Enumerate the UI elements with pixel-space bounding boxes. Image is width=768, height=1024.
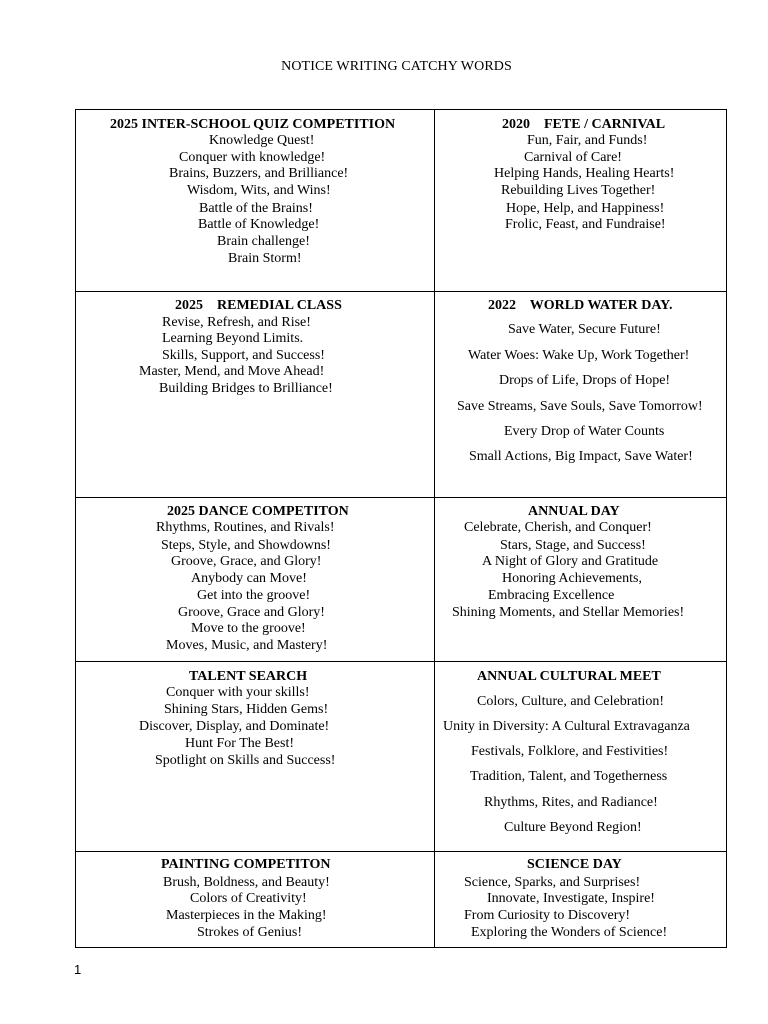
cell-line: Every Drop of Water Counts xyxy=(504,424,665,439)
cell-line: Save Streams, Save Souls, Save Tomorrow! xyxy=(457,399,703,414)
cell-line: Shining Moments, and Stellar Memories! xyxy=(452,605,685,620)
page-title: NOTICE WRITING CATCHY WORDS xyxy=(281,59,512,74)
cell-line: Spotlight on Skills and Success! xyxy=(155,753,336,768)
cell-line: Celebrate, Cherish, and Conquer! xyxy=(464,520,652,535)
cell-line: Rebuilding Lives Together! xyxy=(501,183,656,198)
cell-line: Science, Sparks, and Surprises! xyxy=(464,875,641,890)
cell-line: Conquer with knowledge! xyxy=(179,150,326,165)
cell-line: Knowledge Quest! xyxy=(209,133,315,148)
cell-line: Battle of Knowledge! xyxy=(198,217,320,232)
cell-line: Frolic, Feast, and Fundraise! xyxy=(505,217,666,232)
cell-line: Culture Beyond Region! xyxy=(504,820,642,835)
cell-line: Conquer with your skills! xyxy=(166,685,310,700)
cell-heading: 2025 REMEDIAL CLASS xyxy=(175,298,342,313)
page-number: 1 xyxy=(74,962,82,977)
cell-line: Groove, Grace and Glory! xyxy=(178,605,325,620)
cell-line: Drops of Life, Drops of Hope! xyxy=(499,373,671,388)
cell-line: Discover, Display, and Dominate! xyxy=(139,719,330,734)
cell-line: Steps, Style, and Showdowns! xyxy=(161,538,331,553)
cell-heading: 2025 DANCE COMPETITON xyxy=(167,504,349,519)
cell-line: Learning Beyond Limits. xyxy=(162,331,304,346)
cell-line: Innovate, Investigate, Inspire! xyxy=(487,891,655,906)
cell-line: Carnival of Care! xyxy=(524,150,622,165)
cell-line: Move to the groove! xyxy=(191,621,306,636)
cell-line: Embracing Excellence xyxy=(488,588,615,603)
cell-line: Tradition, Talent, and Togetherness xyxy=(470,769,668,784)
cell-line: Wisdom, Wits, and Wins! xyxy=(187,183,331,198)
cell-heading: TALENT SEARCH xyxy=(189,669,308,684)
cell-line: Brain challenge! xyxy=(217,234,310,249)
cell-line: Rhythms, Rites, and Radiance! xyxy=(484,795,658,810)
cell-line: Moves, Music, and Mastery! xyxy=(166,638,328,653)
cell-line: Groove, Grace, and Glory! xyxy=(171,554,322,569)
cell-line: Masterpieces in the Making! xyxy=(166,908,327,923)
cell-line: Brains, Buzzers, and Brilliance! xyxy=(169,166,349,181)
cell-line: A Night of Glory and Gratitude xyxy=(482,554,659,569)
cell-heading: 2020 FETE / CARNIVAL xyxy=(502,117,666,132)
cell-line: Exploring the Wonders of Science! xyxy=(471,925,668,940)
cell-heading: 2025 INTER-SCHOOL QUIZ COMPETITION xyxy=(110,117,396,132)
cell-line: Stars, Stage, and Success! xyxy=(500,538,646,553)
cell-line: Master, Mend, and Move Ahead! xyxy=(139,364,325,379)
cell-line: Brain Storm! xyxy=(228,251,302,266)
cell-line: Save Water, Secure Future! xyxy=(508,322,661,337)
cell-line: Festivals, Folklore, and Festivities! xyxy=(471,744,669,759)
cell-line: Unity in Diversity: A Cultural Extravaganza xyxy=(443,719,690,734)
cell-line: Shining Stars, Hidden Gems! xyxy=(164,702,329,717)
cell-line: Anybody can Move! xyxy=(191,571,307,586)
cell-line: Small Actions, Big Impact, Save Water! xyxy=(469,449,693,464)
cell-line: Battle of the Brains! xyxy=(199,201,313,216)
cell-line: Revise, Refresh, and Rise! xyxy=(162,315,311,330)
cell-line: Colors of Creativity! xyxy=(190,891,307,906)
cell-line: Helping Hands, Healing Hearts! xyxy=(494,166,675,181)
cell-line: From Curiosity to Discovery! xyxy=(464,908,631,923)
cell-heading: ANNUAL DAY xyxy=(528,504,620,519)
cell-line: Fun, Fair, and Funds! xyxy=(527,133,648,148)
cell-heading: SCIENCE DAY xyxy=(527,857,622,872)
cell-line: Hunt For The Best! xyxy=(185,736,295,751)
cell-line: Hope, Help, and Happiness! xyxy=(506,201,665,216)
cell-line: Skills, Support, and Success! xyxy=(162,348,325,363)
cell-heading: ANNUAL CULTURAL MEET xyxy=(477,669,661,684)
cell-line: Water Woes: Wake Up, Work Together! xyxy=(468,348,690,363)
cell-line: Rhythms, Routines, and Rivals! xyxy=(156,520,335,535)
cell-line: Get into the groove! xyxy=(197,588,311,603)
cell-line: Building Bridges to Brilliance! xyxy=(159,381,333,396)
cell-line: Honoring Achievements, xyxy=(502,571,642,586)
cell-heading: PAINTING COMPETITON xyxy=(161,857,331,872)
cell-heading: 2022 WORLD WATER DAY. xyxy=(488,298,673,313)
cell-line: Colors, Culture, and Celebration! xyxy=(477,694,665,709)
cell-line: Brush, Boldness, and Beauty! xyxy=(163,875,330,890)
cell-line: Strokes of Genius! xyxy=(197,925,302,940)
